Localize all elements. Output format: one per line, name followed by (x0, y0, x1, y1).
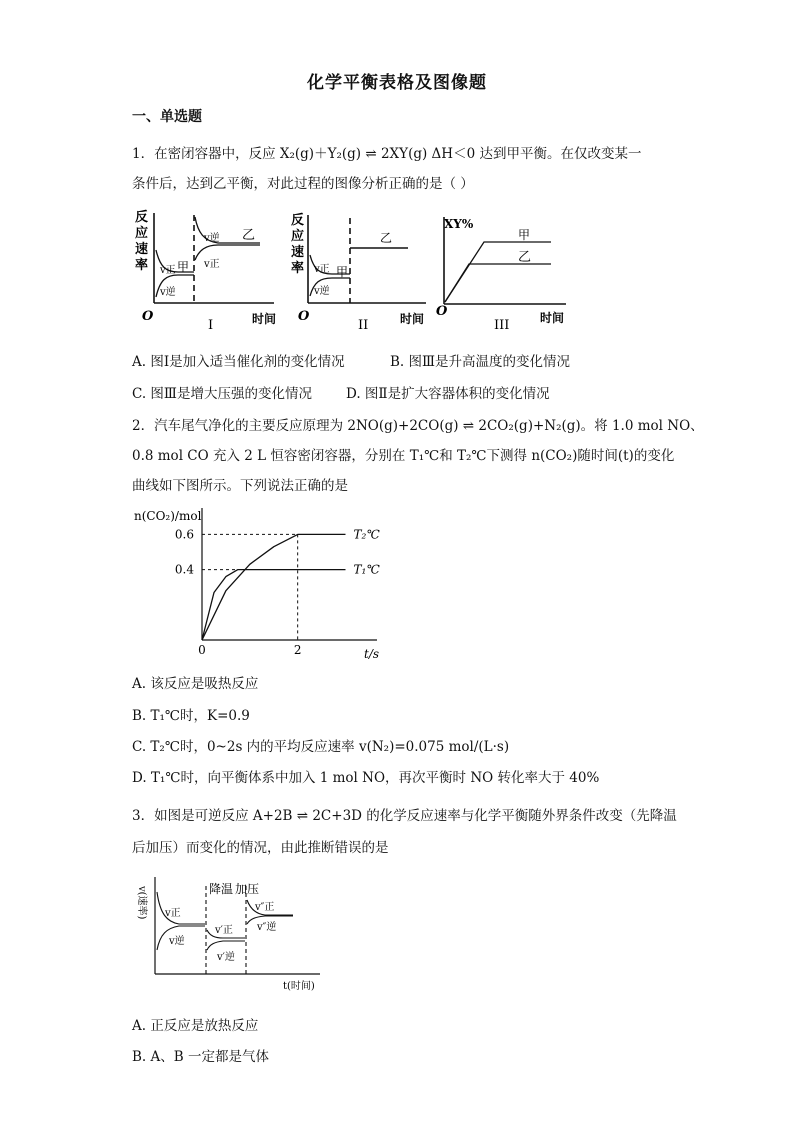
fig1-ylabel-char3: 速 (135, 242, 149, 257)
section-heading: 一、单选题 (132, 109, 202, 125)
fig1-v-forward-new (195, 245, 260, 260)
fig2-roman-label: II (358, 318, 369, 333)
fig2-ylabel-char1: 反 (291, 213, 305, 228)
fig3-yi-line (445, 264, 551, 302)
q3-v2-ni-label: v″逆 (257, 922, 277, 933)
q1-option-c[interactable]: C. 图Ⅲ是增大压强的变化情况 (132, 386, 312, 402)
fig1-ylabel-char4: 率 (135, 258, 149, 273)
tick-label-x2: 2 (293, 643, 302, 657)
q1-text-line1: 1．在密闭容器中，反应 X₂(g)＋Y₂(g) ⇌ 2XY(g) ΔH＜0 达到甲平衡。在仅改变某一 (132, 146, 642, 162)
q1-figure-3 (436, 212, 576, 335)
q2-option-a[interactable]: A. 该反应是吸热反应 (132, 676, 259, 692)
series-label-t2: T₂℃ (353, 527, 380, 542)
fig2-v-reverse-label: v逆 (314, 286, 330, 297)
fig1-ylabel-char1: 反 (135, 210, 149, 225)
fig2-v-forward-label: v正 (314, 264, 330, 275)
fig1-v-reverse-label2: v逆 (160, 287, 176, 298)
chart-ylabel: n(CO₂)/mol (134, 509, 202, 523)
fig1-xlabel: 时间 (252, 312, 277, 326)
q3-v2-zheng-label: v″正 (255, 902, 275, 913)
fig1-v-forward-label: v正 (160, 265, 176, 276)
q3-v1-ni-label: v′逆 (217, 952, 235, 963)
tick-label-x0: 0 (198, 643, 206, 657)
series-line-t2 (202, 534, 346, 640)
chart-xlabel: t/s (364, 647, 380, 661)
page-title: 化学平衡表格及图像题 (307, 73, 487, 93)
q3-text-line1: 3．如图是可逆反应 A+2B ⇌ 2C+3D 的化学反应速率与化学平衡随外界条件改变（先降温 (132, 808, 677, 824)
fig2-ylabel-char4: 率 (291, 261, 305, 276)
fig2-xlabel: 时间 (400, 312, 425, 326)
q2-option-b[interactable]: B. T₁℃时，K=0.9 (132, 708, 250, 724)
fig3-ylabel: XY% (444, 217, 474, 231)
fig1-v-reverse-label: v逆 (204, 233, 220, 244)
q1-option-a[interactable]: A. 图Ⅰ是加入适当催化剂的变化情况 (132, 354, 345, 370)
fig3-yi-label: 乙 (518, 250, 532, 265)
q2-text-line3: 曲线如下图所示。下列说法正确的是 (132, 478, 348, 494)
q3-v-ni-label: v逆 (169, 936, 185, 947)
q1-figure-2 (288, 210, 438, 335)
q3-press-label: 加压 (235, 882, 260, 896)
fig3-xlabel: 时间 (540, 311, 565, 325)
q3-ylabel: v(速率) (136, 886, 147, 920)
fig2-yi-label: 乙 (380, 231, 393, 245)
q3-v1-ni-curve (207, 941, 245, 950)
fig2-jia-label: 甲 (336, 265, 349, 279)
q1-text-line2: 条件后，达到乙平衡，对此过程的图像分析正确的是（ ） (132, 176, 474, 192)
q3-option-a[interactable]: A. 正反应是放热反应 (132, 1018, 259, 1034)
q1-option-d[interactable]: D. 图Ⅱ是扩大容器体积的变化情况 (346, 386, 550, 402)
q3-option-b[interactable]: B. A、B 一定都是气体 (132, 1049, 269, 1065)
fig1-ylabel-char2: 应 (135, 226, 149, 241)
fig3-origin: O (436, 304, 448, 319)
q3-v-zheng-label: v正 (165, 908, 181, 919)
q3-cool-label: 降温 (209, 882, 234, 896)
q3-figure (135, 872, 335, 997)
tick-label-0.4: 0.4 (174, 562, 194, 577)
fig1-origin: O (142, 309, 154, 324)
q1-figure-1 (132, 205, 292, 335)
fig3-jia-label: 甲 (518, 228, 531, 242)
fig3-jia-line (445, 242, 551, 302)
fig3-roman-label: III (494, 318, 510, 333)
q3-text-line2: 后加压）而变化的情况，由此推断错误的是 (132, 840, 389, 856)
q1-option-b[interactable]: B. 图Ⅲ是升高温度的变化情况 (390, 354, 571, 370)
fig2-ylabel-char3: 速 (291, 245, 305, 260)
tick-label-0.6: 0.6 (174, 527, 194, 542)
fig2-origin: O (298, 309, 310, 324)
q3-xlabel: t(时间) (283, 981, 315, 992)
series-label-t1: T₁℃ (353, 562, 380, 577)
q2-chart (132, 500, 402, 665)
fig1-roman-label: I (208, 318, 214, 333)
q2-option-d[interactable]: D. T₁℃时，向平衡体系中加入 1 mol NO，再次平衡时 NO 转化率大于 40% (132, 770, 600, 786)
fig1-v-forward-label2: v正 (204, 259, 220, 270)
q2-text-line2: 0.8 mol CO 充入 2 L 恒容密闭容器，分别在 T₁℃和 T₂℃下测得 n(CO₂)随时间(t)的变化 (132, 448, 675, 464)
q3-v1-zheng-label: v′正 (215, 925, 233, 936)
q2-option-c[interactable]: C. T₂℃时，0~2s 内的平均反应速率 v(N₂)=0.075 mol/(L·s) (132, 739, 510, 755)
q2-text-line1: 2．汽车尾气净化的主要反应原理为 2NO(g)+2CO(g) ⇌ 2CO₂(g)+N₂(g)。将 1.0 mol NO、 (132, 418, 704, 434)
series-line-t1 (202, 570, 346, 640)
fig1-jia-label: 甲 (177, 260, 190, 274)
fig2-ylabel-char2: 应 (291, 229, 305, 244)
fig1-yi-label: 乙 (242, 228, 256, 243)
